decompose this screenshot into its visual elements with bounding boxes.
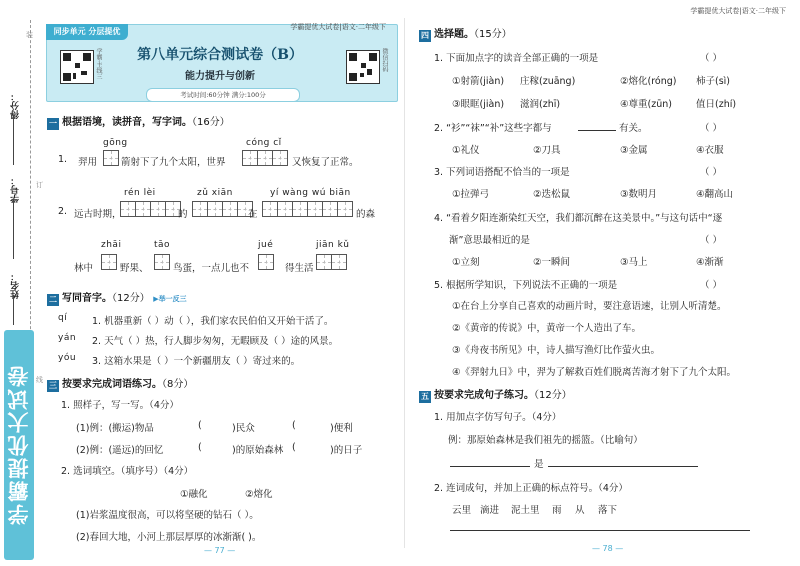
word-card: 雨 [552, 505, 562, 516]
running-header-right: 学霸提优大试卷|语文·二年级下 [690, 7, 786, 15]
paren: ( [198, 420, 202, 431]
question-text: 2. “衫”“袜”“补”这些字都与 [434, 123, 552, 134]
example-text: 例：那原始森林是我们祖先的摇篮。（比喻句） [448, 435, 643, 446]
question-text: 4. “看着夕阳连渐染红天空，我们都沉醉在这美景中。”与这句话中“逐 [434, 213, 723, 224]
section-number: 三 [49, 381, 57, 390]
pinyin: jiān kǔ [316, 240, 350, 250]
answer-line[interactable] [450, 466, 530, 467]
page-number-left: — 77 — [204, 546, 236, 555]
option: 庄稼(zuāng) [520, 76, 576, 87]
question-text: 1. 照样子，写一写。（4分） [61, 400, 179, 411]
bind-mark-2: 订 [36, 181, 43, 189]
question-number: 1. [58, 154, 68, 165]
option: 值日(zhí) [696, 99, 737, 110]
question-text: 有关。 [619, 123, 648, 134]
writing-grid[interactable] [120, 201, 180, 217]
question-text: 1. 用加点字仿写句子。（4分） [434, 412, 562, 423]
question-number: 2. [58, 206, 68, 217]
question-text: 3. 这箱水果是（ ）一个新疆朋友（ ）寄过来的。 [92, 356, 301, 367]
section-4-heading [419, 25, 512, 42]
option: ②熔化(róng) [620, 76, 677, 87]
section-2-heading [47, 289, 187, 306]
score-field-line[interactable] [13, 115, 14, 165]
question-text: 野果、 [120, 263, 149, 274]
word-card: 落下 [598, 505, 618, 516]
qr-code-left[interactable] [60, 50, 94, 84]
option: ①拉弹弓 [452, 189, 490, 200]
section-points: （8分） [162, 379, 194, 390]
example-text: )的日子 [330, 445, 363, 456]
example-text: )的原始森林 [232, 445, 284, 456]
question-text: 在 [248, 209, 258, 220]
exam-info: 考试时间:60分钟 满分:100分 [146, 88, 300, 102]
fill-blank[interactable] [578, 130, 616, 131]
option: ①立刻 [452, 257, 480, 268]
example-text: )便利 [330, 423, 353, 434]
question-text: 鸟蛋，一点儿也不 [173, 263, 250, 274]
score-field-label: 得分： [11, 92, 21, 119]
qr-code-right[interactable] [346, 50, 380, 84]
section-number: 一 [49, 119, 57, 128]
section-title: 写同音字。 [62, 293, 112, 304]
paren: ( [198, 442, 202, 453]
example-text: (2)例：(遥远)的回忆 [76, 445, 164, 456]
question-text: (1)岩浆温度很高，可以将坚硬的钻石（ ）。 [76, 510, 259, 521]
question-text: 又恢复了正常。 [292, 157, 359, 168]
option: ④《羿射九日》中，羿为了解救百姓们脱离苦海才射下了九个太阳。 [452, 367, 737, 378]
answer-paren[interactable]: （ ） [700, 53, 723, 64]
pinyin: yán [58, 333, 77, 343]
question-text: 羿用 [78, 157, 98, 168]
section-points: （12分） [534, 390, 572, 401]
pinyin: yí wàng wú biān [270, 188, 351, 198]
option: 滋润(zhī) [520, 99, 561, 110]
option: ④渐渐 [696, 257, 724, 268]
option: ①融化 [180, 489, 208, 500]
option: ②迭松鼠 [533, 189, 571, 200]
question-text: 1. 机器重新（ ）动（ ），我们家农民伯伯又开始干活了。 [92, 316, 334, 327]
paren: ( [292, 442, 296, 453]
pinyin: yóu [58, 353, 77, 363]
option: ③金属 [620, 145, 648, 156]
qr-caption-left: 学霸·主线三 [95, 48, 102, 80]
pinyin: jué [258, 240, 274, 250]
word-card: 云里 [452, 505, 472, 516]
option: ①礼仪 [452, 145, 480, 156]
section-points: （12分） [112, 293, 150, 304]
name-line[interactable] [13, 295, 14, 325]
question-text: 渐”意思最相近的是 [449, 235, 530, 246]
question-text: 2. 连词成句，并加上正确的标点符号。（4分） [434, 483, 628, 494]
option: ①在台上分享自己喜欢的动画片时，要注意语速，让别人听清楚。 [452, 301, 727, 312]
option: ③《舟夜书所见》中，诗人描写渔灯比作萤火虫。 [452, 345, 661, 356]
student-id-line[interactable] [13, 199, 14, 259]
question-text: (2)春回大地，小河上那层厚厚的冰渐渐( )。 [76, 532, 262, 543]
option: ②一瞬间 [533, 257, 571, 268]
section-title: 选择题。 [434, 29, 474, 40]
answer-line[interactable] [450, 530, 750, 531]
question-text: 5. 根据所学知识，下列说法不正确的一项是 [434, 280, 618, 291]
writing-grid[interactable] [103, 150, 118, 166]
writing-grid[interactable] [258, 254, 273, 270]
option: ③马上 [620, 257, 648, 268]
running-header: 学霸提优大试卷|语文·二年级下 [290, 23, 386, 31]
option: ③眼眶(jiàn) [452, 99, 505, 110]
student-id-label: 学号： [11, 176, 21, 203]
test-title: 第八单元综合测试卷（B） [137, 47, 303, 63]
writing-grid[interactable] [101, 254, 116, 270]
question-text: 的 [178, 209, 188, 220]
answer-paren[interactable]: （ ） [700, 167, 723, 178]
bind-mark-3: 线 [36, 376, 43, 384]
test-subtitle: 能力提升与创新 [185, 71, 255, 82]
pinyin: cóng cǐ [246, 138, 282, 148]
pinyin: rén lèi [124, 188, 156, 198]
word-card: 从 [575, 505, 585, 516]
answer-paren[interactable]: （ ） [700, 280, 723, 291]
pinyin: tāo [154, 240, 171, 250]
pinyin: qí [58, 313, 68, 323]
option: ③数明月 [620, 189, 658, 200]
fill-word: 是 [534, 459, 544, 470]
answer-paren[interactable]: （ ） [700, 123, 723, 134]
example-text: )民众 [232, 423, 255, 434]
section-title: 按要求完成句子练习。 [434, 390, 534, 401]
example-text: (1)例：(搬运)物品 [76, 423, 154, 434]
section-title: 按要求完成词语练习。 [62, 379, 162, 390]
question-text: 的森 [356, 209, 376, 220]
paren: ( [292, 420, 296, 431]
section-5-heading [419, 386, 572, 403]
writing-grid[interactable] [242, 150, 287, 166]
pinyin: gōng [103, 138, 128, 148]
practice-link[interactable]: ▶举一反三 [153, 295, 187, 303]
page-number-right: — 78 — [592, 544, 624, 553]
qr-caption-right: 微信扫码 [381, 48, 388, 72]
section-number: 四 [421, 31, 429, 40]
option: 柿子(sì) [696, 76, 731, 87]
section-number: 五 [421, 392, 429, 401]
word-card: 滴进 [480, 505, 500, 516]
bind-mark-1: 装 [26, 31, 33, 39]
question-text: 3. 下列词语搭配不恰当的一项是 [434, 167, 570, 178]
question-text: 林中 [74, 263, 94, 274]
section-points: （16分） [192, 117, 230, 128]
writing-grid[interactable] [192, 201, 252, 217]
writing-grid[interactable] [316, 254, 346, 270]
unit-badge: 同步单元 分层提优 [46, 24, 128, 40]
question-text: 2. 选词填空。（填序号）（4分） [61, 466, 194, 477]
question-text: 1. 下面加点字的读音全部正确的一项是 [434, 53, 599, 64]
section-number: 二 [49, 295, 57, 304]
option: ④翻高山 [696, 189, 734, 200]
question-text: 得生活 [285, 263, 314, 274]
section-title: 根据语境，读拼音，写字词。 [62, 117, 192, 128]
name-label: 姓名： [11, 272, 21, 299]
answer-line[interactable] [548, 466, 698, 467]
option: ④尊重(zūn) [620, 99, 672, 110]
vertical-brand: 学霸提优大试卷 [4, 330, 34, 560]
option: ②《黄帝的传说》中，黄帝一个人造出了车。 [452, 323, 642, 334]
question-text: 远古时期， [74, 209, 122, 220]
option: ②刀具 [533, 145, 561, 156]
writing-grid[interactable] [154, 254, 169, 270]
writing-grid[interactable] [262, 201, 352, 217]
answer-paren[interactable]: （ ） [700, 235, 723, 246]
option: ④衣服 [696, 145, 724, 156]
word-card: 泥土里 [511, 505, 540, 516]
pinyin: zǔ xiān [197, 188, 233, 198]
section-1-heading [47, 113, 230, 130]
option: ②熔化 [245, 489, 273, 500]
section-3-heading [47, 375, 193, 392]
question-text: 箭射下了九个太阳，世界 [121, 157, 226, 168]
pinyin: zhāi [101, 240, 122, 250]
question-text: 2. 天气（ ）热，行人脚步匆匆，无暇顾及（ ）途的风景。 [92, 336, 339, 347]
page-divider [404, 18, 405, 548]
option: ①射箭(jiàn) [452, 76, 505, 87]
section-points: （15分） [474, 29, 512, 40]
